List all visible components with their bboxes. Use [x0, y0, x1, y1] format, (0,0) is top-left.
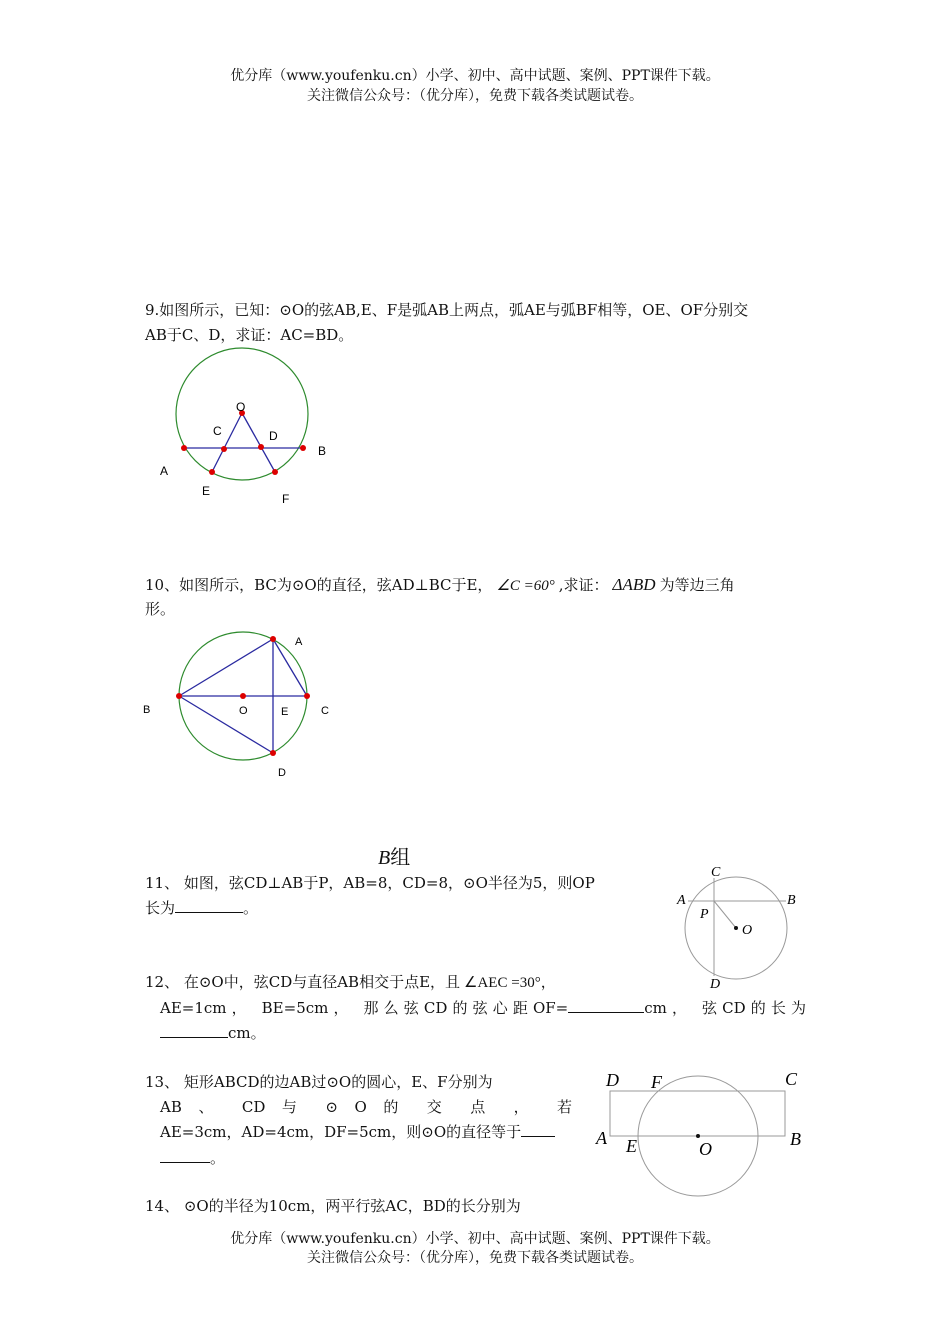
q11-line-1: 11、 如图，弦CD⊥AB于P，AB=8，CD=8，⊙O半径为5，则OP: [145, 874, 595, 892]
q9-point-b: [300, 445, 306, 451]
q12-line-2: [160, 996, 806, 1021]
q13-line-4-suffix: 。: [210, 1149, 226, 1167]
q9-label-e: E: [202, 484, 211, 498]
q10-label-b: B: [143, 704, 151, 716]
q11-label-p: P: [700, 907, 709, 922]
q10-point-b: [176, 693, 182, 699]
q9-line-2: AB于C、D，求证：AC=BD。: [145, 326, 354, 344]
q10-line-2: 形。: [145, 600, 176, 618]
q11-line-2: [145, 896, 258, 921]
footer-line-1: 优分库（www.youfenku.cn）小学、初中、高中试题、案例、PPT课件下载。: [230, 1231, 720, 1247]
q13-line-2: AB 、 CD 与 ⊙ O 的 交 点 ， 若: [160, 1098, 572, 1116]
q11-label-o: O: [742, 923, 753, 938]
q10-segment-bd: [179, 696, 273, 753]
header-line-2: 关注微信公众号：（优分库），免费下载各类试题试卷。: [307, 88, 643, 104]
q12-line-3-suffix: cm。: [228, 1024, 266, 1042]
q10-point-d: [270, 750, 276, 756]
q11-line-2-suffix: 。: [243, 899, 259, 917]
q13-point-o: [696, 1134, 700, 1138]
q13-figure: [590, 1062, 820, 1202]
q13-line-4: [160, 1146, 225, 1171]
q11-figure: [668, 858, 808, 998]
q9-line-1: 9.如图所示，已知：⊙O的弦AB,E、F是弧AB上两点，弧AE与弧BF相等，OE、OF分别交: [145, 301, 749, 319]
group-heading: [378, 843, 410, 872]
q9-label-b: B: [318, 444, 327, 458]
q11-label-b: B: [787, 893, 796, 908]
q10-text-a: 10、如图所示，BC为⊙O的直径，弦AD⊥BC于E，: [145, 576, 493, 594]
q9-label-c: C: [213, 424, 222, 438]
q14-line-1: 14、 ⊙O的半径为10cm，两平行弦AC，BD的长分别为: [145, 1197, 521, 1215]
q13-label-e: E: [626, 1136, 637, 1156]
q13-line-1: 13、 矩形ABCD的边AB过⊙O的圆心，E、F分别为: [145, 1073, 493, 1091]
q12-line-3: [160, 1021, 266, 1046]
q9-label-o: O: [236, 400, 246, 414]
q13-line-3-text: AE=3cm，AD=4cm，DF=5cm，则⊙O的直径等于: [160, 1123, 522, 1141]
q13-label-a: A: [596, 1128, 607, 1148]
q9-label-a: A: [160, 464, 169, 478]
q11-segment-po: [714, 901, 736, 928]
q13-answer-blank-part-2[interactable]: [160, 1146, 210, 1163]
q11-label-a: A: [677, 893, 686, 908]
q9-label-f: F: [282, 492, 290, 506]
q11-label-d: D: [710, 977, 721, 992]
q9-point-c: [221, 446, 227, 452]
q11-answer-blank[interactable]: [175, 896, 243, 913]
q10-segment-ba: [179, 639, 273, 696]
group-suffix: 组: [390, 845, 411, 869]
q13-rectangle: [610, 1091, 785, 1136]
q9-point-e: [209, 469, 215, 475]
q9-figure: [140, 340, 360, 520]
q12-angle: ∠AEC =30°: [464, 975, 541, 991]
q10-text-c: 为等边三角: [659, 576, 735, 594]
q10-text-b: ,求证：: [558, 576, 609, 594]
footer-line-2: 关注微信公众号：（优分库），免费下载各类试题试卷。: [307, 1250, 643, 1266]
q10-point-o: [240, 693, 246, 699]
q12-cd-length-blank[interactable]: [160, 1021, 228, 1038]
q10-angle: ∠C =60°: [496, 578, 555, 594]
header-line-1: 优分库（www.youfenku.cn）小学、初中、高中试题、案例、PPT课件下载。: [230, 68, 720, 84]
q9-point-a: [181, 445, 187, 451]
q12-line-2-mid: cm， 弦CD的长为: [644, 999, 806, 1017]
q11-point-o: [734, 926, 738, 930]
q13-line-3: [160, 1120, 555, 1145]
q13-label-d: D: [606, 1070, 619, 1090]
q12-line-1-suffix: ，: [540, 973, 556, 991]
q13-answer-blank-part-1[interactable]: [521, 1120, 555, 1137]
q10-label-d: D: [278, 767, 286, 779]
q11-label-c: C: [711, 865, 721, 880]
q13-label-f: F: [651, 1072, 662, 1092]
q9-point-f: [272, 469, 278, 475]
q10-label-c: C: [321, 705, 329, 717]
q10-label-e: E: [281, 706, 289, 718]
q10-triangle: ΔABD: [612, 575, 656, 594]
q10-line-1: [145, 572, 810, 599]
q9-label-d: D: [269, 429, 278, 443]
q10-point-a: [270, 636, 276, 642]
q9-segment-oe: [212, 413, 242, 472]
q10-label-a: A: [295, 636, 303, 648]
q10-point-c: [304, 693, 310, 699]
q9-point-d: [258, 444, 264, 450]
q12-line-1: [145, 970, 665, 996]
q12-line-1-prefix: 12、 在⊙O中，弦CD与直径AB相交于点E，且: [145, 973, 461, 991]
q13-label-b: B: [790, 1129, 801, 1149]
q12-oF-blank[interactable]: [568, 996, 644, 1013]
q13-label-o: O: [699, 1139, 712, 1159]
q11-line-2-prefix: 长为: [145, 899, 176, 917]
q12-line-2-prefix: AE=1cm， BE=5cm， 那么弦CD的弦心距OF=: [160, 999, 569, 1017]
group-letter: B: [378, 847, 391, 869]
q13-label-c: C: [785, 1069, 798, 1089]
q10-figure: [135, 625, 355, 785]
q10-label-o: O: [239, 705, 248, 717]
